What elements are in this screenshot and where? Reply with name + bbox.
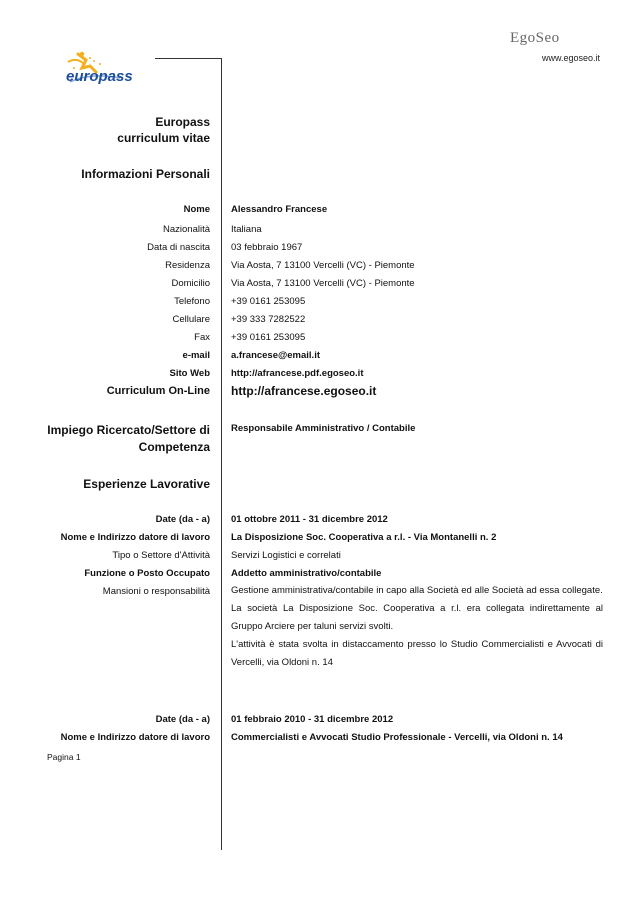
label-email: e-mail bbox=[182, 350, 210, 361]
job1-sector-label: Tipo o Settore d'Attività bbox=[112, 550, 210, 561]
job1-role-value: Addetto amministrativo/contabile bbox=[231, 568, 382, 579]
label-nome: Nome bbox=[183, 204, 210, 215]
value-sito-web[interactable]: http://afrancese.pdf.egoseo.it bbox=[231, 368, 364, 379]
value-nome: Alessandro Francese bbox=[231, 204, 328, 215]
job1-duty-1: Gestione amministrativa/contabile in capo alla Società ed alle Società ad essa collegate. bbox=[231, 585, 603, 596]
job2-date-label: Date (da - a) bbox=[155, 714, 210, 725]
top-rule bbox=[155, 58, 222, 59]
section-personal-info: Informazioni Personali bbox=[81, 167, 210, 181]
value-residenza: Via Aosta, 7 13100 Vercelli (VC) - Piemonte bbox=[231, 260, 415, 271]
label-nazionalita: Nazionalità bbox=[163, 224, 210, 235]
job2-employer-label: Nome e Indirizzo datore di lavoro bbox=[60, 732, 210, 743]
job2-employer-value: Commercialisti e Avvocati Studio Professionale - Vercelli, via Oldoni n. 14 bbox=[231, 732, 563, 743]
cv-title-line2: curriculum vitae bbox=[117, 131, 210, 145]
value-domicilio: Via Aosta, 7 13100 Vercelli (VC) - Piemonte bbox=[231, 278, 415, 289]
job1-duty-2: La società La Disposizione Soc. Cooperativa a r.l. era collegata indirettamente al Gruppo Arciere per taluni servizi svolti. bbox=[231, 603, 603, 632]
value-data-nascita: 03 febbraio 1967 bbox=[231, 242, 303, 253]
job1-duty-3: L'attività è stata svolta in distaccamento presso lo Studio Commercialisti e Avvocati di Vercelli, via Oldoni n. 14 bbox=[231, 639, 603, 668]
egoseo-url: www.egoseo.it bbox=[541, 53, 600, 63]
column-divider bbox=[221, 58, 222, 850]
egoseo-logo: EgoSeo bbox=[510, 30, 560, 46]
value-telefono: +39 0161 253095 bbox=[231, 296, 306, 307]
label-sito-web: Sito Web bbox=[169, 368, 210, 379]
section-impiego-line2: Competenza bbox=[138, 440, 210, 454]
job1-duties bbox=[231, 582, 603, 672]
value-email[interactable]: a.francese@email.it bbox=[231, 350, 321, 361]
job1-sector-value: Servizi Logistici e correlati bbox=[231, 550, 341, 561]
job1-employer-label: Nome e Indirizzo datore di lavoro bbox=[60, 532, 210, 543]
value-impiego: Responsabile Amministrativo / Contabile bbox=[231, 423, 416, 434]
job1-date-label: Date (da - a) bbox=[155, 514, 210, 525]
value-nazionalita: Italiana bbox=[231, 224, 262, 235]
section-esperienze: Esperienze Lavorative bbox=[83, 477, 210, 491]
job1-role-label: Funzione o Posto Occupato bbox=[84, 568, 210, 579]
job2-date-value: 01 febbraio 2010 - 31 dicembre 2012 bbox=[231, 714, 394, 725]
cv-title-line1: Europass bbox=[155, 115, 210, 129]
job1-duties-label: Mansioni o responsabilità bbox=[102, 586, 210, 597]
value-cellulare: +39 333 7282522 bbox=[231, 314, 306, 325]
page-number: Pagina 1 bbox=[47, 752, 81, 762]
label-fax: Fax bbox=[194, 332, 210, 343]
label-cellulare: Cellulare bbox=[172, 314, 210, 325]
section-impiego-line1: Impiego Ricercato/Settore di bbox=[47, 423, 210, 437]
label-domicilio: Domicilio bbox=[171, 278, 210, 289]
europass-logo-text: europass bbox=[66, 68, 133, 85]
value-curriculum-online[interactable]: http://afrancese.egoseo.it bbox=[231, 384, 377, 398]
label-curriculum-online: Curriculum On-Line bbox=[106, 385, 210, 397]
job1-date-value: 01 ottobre 2011 - 31 dicembre 2012 bbox=[231, 514, 388, 525]
job1-employer-value: La Disposizione Soc. Cooperativa a r.l. - Via Montanelli n. 2 bbox=[231, 532, 497, 543]
label-telefono: Telefono bbox=[174, 296, 210, 307]
europass-logo bbox=[60, 48, 140, 90]
value-fax: +39 0161 253095 bbox=[231, 332, 306, 343]
label-data-nascita: Data di nascita bbox=[147, 242, 210, 253]
label-residenza: Residenza bbox=[165, 260, 210, 271]
